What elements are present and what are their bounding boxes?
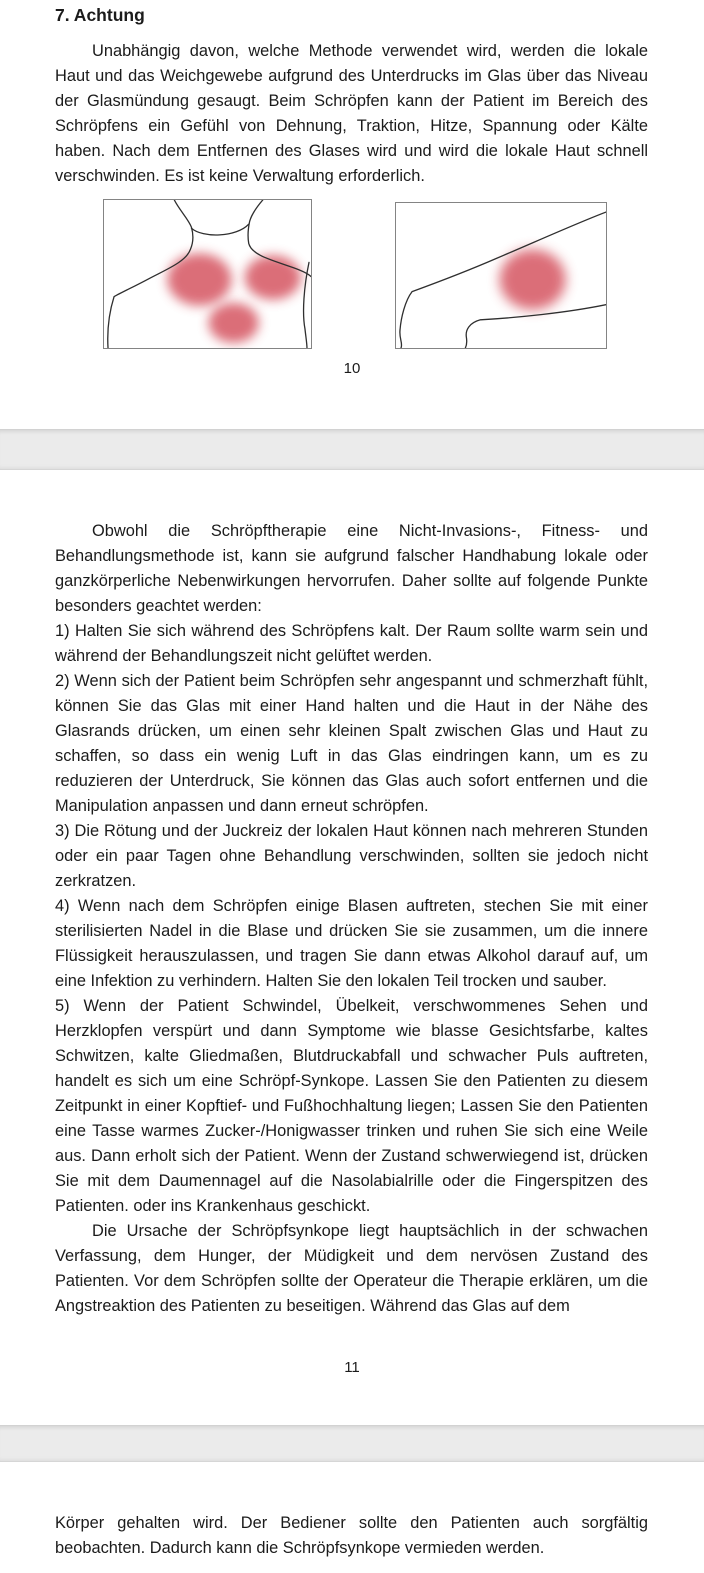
figure-upper-back-cupping-marks-image — [103, 199, 312, 349]
shoulder-line-drawing — [396, 203, 606, 348]
list-item-1: 1) Halten Sie sich während des Schröpfens kalt. Der Raum sollte warm sein und während der Behandlungszeit nicht gelüftet werden. — [55, 622, 648, 665]
list-item-3: 3) Die Rötung und der Juckreiz der lokalen Haut können nach mehreren Stunden oder ein paar Tagen ohne Behandlung verschwinden, sollten sie jedoch nicht zerkratzen. — [55, 822, 648, 890]
page-separator — [0, 1425, 704, 1462]
paragraph-continuation: Körper gehalten wird. Der Bediener sollte den Patienten auch sorgfältig beobachten. Dadurch kann die Schröpfsynkope vermieden werden. — [55, 1514, 648, 1557]
cupping-mark-right-icon — [245, 255, 301, 299]
cupping-mark-left-icon — [167, 253, 231, 305]
figure-shoulder-cupping-mark-image — [395, 202, 607, 349]
page-number: 11 — [344, 1359, 360, 1376]
page-number: 10 — [343, 360, 361, 377]
paragraph-ursache: Die Ursache der Schröpfsynkope liegt hauptsächlich in der schwachen Verfassung, dem Hunger, der Müdigkeit und dem nervösen Zustand des Patienten. Vor dem Schröpfen sollte der Operateur die Therapie erklären, um die Angstreaktion des Patienten zu beseitigen. Während das Glas auf dem — [55, 1222, 648, 1315]
section-heading: 7. Achtung — [55, 5, 145, 25]
page-11-text-block — [55, 519, 648, 1319]
cupping-mark-lower-icon — [209, 303, 259, 343]
list-item-4: 4) Wenn nach dem Schröpfen einige Blasen auftreten, stechen Sie mit einer sterilisierten Nadel in die Blase und drücken Sie sie zusammen, um die innere Flüssigkeit herauszulassen, und tragen Sie dann etwas Alkohol darauf auf, um eine Infektion zu verhindern. Halten Sie den lokalen Teil trocken und sauber. — [55, 897, 648, 990]
paragraph-intro: Obwohl die Schröpftherapie eine Nicht-Invasions-, Fitness- und Behandlungsmethode ist, kann sie aufgrund falscher Handhabung lokale oder ganzkörperliche Nebenwirkungen hervorrufen. Daher sollte auf folgende Punkte besonders geachtet werden: — [55, 522, 648, 615]
page-separator — [0, 429, 704, 470]
cupping-mark-icon — [499, 249, 565, 309]
list-item-2: 2) Wenn sich der Patient beim Schröpfen sehr angespannt und schmerzhaft fühlt, können Sie das Glas mit einer Hand halten und die Haut in der Nähe des Glasrands drücken, um einen sehr kleinen Spalt zwischen Glas und Haut zu schaffen, so dass ein wenig Luft in das Glas eindringen kann, um es zu reduzieren der Unterdruck, Sie können das Glas auch sofort entfernen und die Manipulation anpassen und dann erneut schröpfen. — [55, 672, 648, 815]
back-line-drawing — [104, 200, 311, 348]
list-item-5: 5) Wenn der Patient Schwindel, Übelkeit, verschwommenes Sehen und Herzklopfen verspürt und dann Symptome wie blasse Gesichtsfarbe, kaltes Schwitzen, kalte Gliedmaßen, Blutdruckabfall und schwacher Puls auftreten, handelt es sich um eine Schröpf-Synkope. Lassen Sie den Patienten zu diesem Zeitpunkt in einer Kopftief- und Fußhochhaltung liegen; Lassen Sie den Patienten eine Tasse warmes Zucker-/Honigwasser trinken und ruhen Sie sich eine Weile aus. Dann erholt sich der Patient. Wenn der Zustand schwerwiegend ist, drücken Sie mit dem Daumennagel auf die Nasolabialrille oder die Fingerspitzen des Patienten. oder ins Krankenhaus geschickt. — [55, 997, 648, 1215]
paragraph-achtung-intro: Unabhängig davon, welche Methode verwendet wird, werden die lokale Haut und das Weichgewebe aufgrund des Unterdrucks im Glas über das Niveau der Glasmündung gesaugt. Beim Schröpfen kann der Patient im Bereich des Schröpfens ein Gefühl von Dehnung, Traktion, Hitze, Spannung oder Kälte haben. Nach dem Entfernen des Glases wird und wird die lokale Haut schnell verschwinden. Es ist keine Verwaltung erforderlich. — [55, 42, 648, 185]
